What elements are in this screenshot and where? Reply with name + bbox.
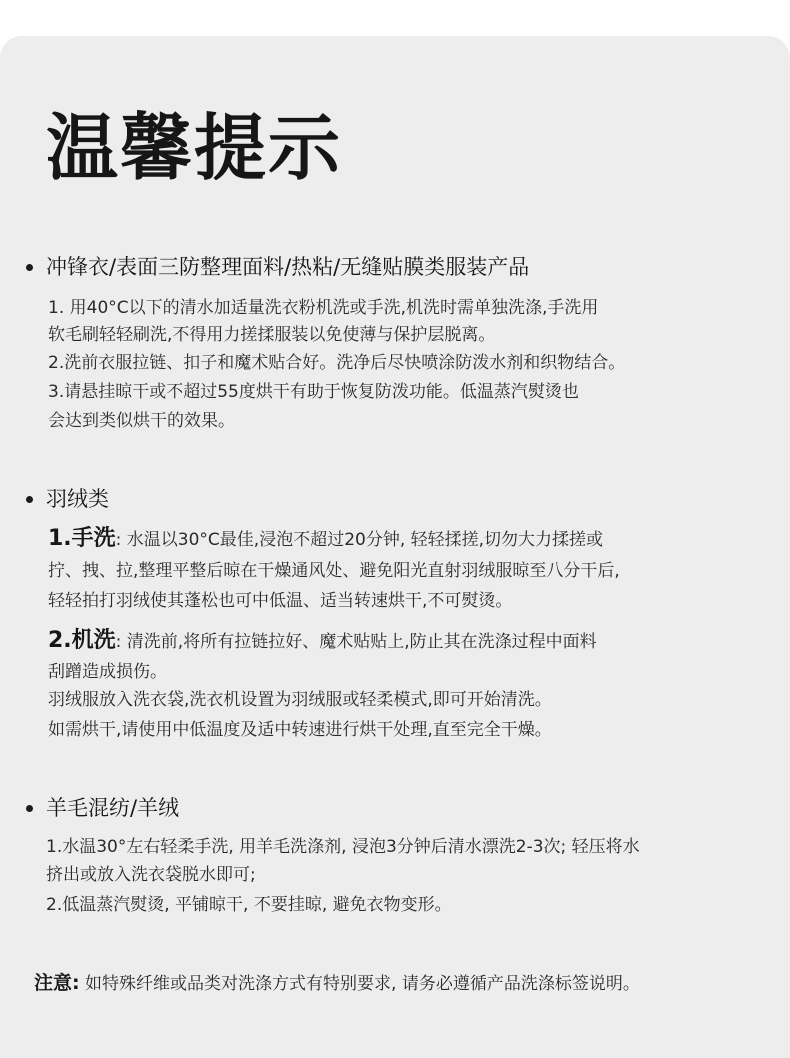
section-heading-text: 冲锋衣/表面三防整理面料/热粘/无缝贴膜类服装产品 xyxy=(46,255,530,279)
section-heading-technical-fabric xyxy=(26,253,529,281)
section1-line-5: 会达到类似烘干的效果。 xyxy=(48,411,235,431)
machine-wash-line-3: 羽绒服放入洗衣袋,洗衣机设置为羽绒服或轻柔模式,即可开始清洗。 xyxy=(48,690,552,710)
bullet-dot-icon xyxy=(26,264,33,271)
section-heading-wool xyxy=(26,794,179,822)
hand-wash-label: 1.手洗 xyxy=(48,526,116,551)
machine-wash-text: : 清洗前,将所有拉链拉好、魔术贴贴上,防止其在洗涤过程中面料 xyxy=(115,632,597,652)
footer-note xyxy=(34,969,640,998)
machine-wash-line-4: 如需烘干,请使用中低温度及适中转速进行烘干处理,直至完全干燥。 xyxy=(48,720,552,740)
section1-line-3: 2.洗前衣服拉链、扣子和魔术贴合好。洗净后尽快喷涂防泼水剂和织物结合。 xyxy=(48,353,626,373)
section-heading-text: 羽绒类 xyxy=(46,487,109,511)
note-text: 如特殊纤维或品类对洗涤方式有特别要求, 请务必遵循产品洗涤标签说明。 xyxy=(79,974,640,994)
hand-wash-line-2: 拧、拽、拉,整理平整后晾在干燥通风处、避免阳光直射羽绒服晾至八分干后, xyxy=(48,561,620,581)
hand-wash-line-1 xyxy=(48,526,603,553)
section-heading-down xyxy=(26,485,109,513)
hand-wash-line-3: 轻轻拍打羽绒使其蓬松也可中低温、适当转速烘干,不可熨烫。 xyxy=(48,591,513,611)
machine-wash-label: 2.机洗 xyxy=(48,628,116,653)
section1-line-1: 1. 用40°C以下的清水加适量洗衣粉机洗或手洗,机洗时需单独洗涤,手洗用 xyxy=(48,298,599,318)
section1-line-4: 3.请悬挂晾干或不超过55度烘干有助于恢复防泼功能。低温蒸汽熨烫也 xyxy=(48,382,579,402)
machine-wash-line-2: 刮蹭造成损伤。 xyxy=(48,662,167,682)
page-title: 温馨提示 xyxy=(46,106,343,190)
section3-line-2: 挤出或放入洗衣袋脱水即可; xyxy=(46,865,256,885)
section3-line-3: 2.低温蒸汽熨烫, 平铺晾干, 不要挂晾, 避免衣物变形。 xyxy=(46,895,452,915)
section3-line-1: 1.水温30°左右轻柔手洗, 用羊毛洗涤剂, 浸泡3分钟后清水漂洗2-3次; 轻压将水 xyxy=(46,837,640,857)
bullet-dot-icon xyxy=(26,496,33,503)
section-heading-text: 羊毛混纺/羊绒 xyxy=(46,796,180,820)
bullet-dot-icon xyxy=(26,805,33,812)
note-label: 注意: xyxy=(34,972,80,994)
hand-wash-text: : 水温以30°C最佳,浸泡不超过20分钟, 轻轻揉搓,切勿大力揉搓或 xyxy=(115,530,604,550)
section1-line-2: 软毛刷轻轻刷洗,不得用力搓揉服装以免使薄与保护层脱离。 xyxy=(48,325,496,345)
machine-wash-line-1 xyxy=(48,628,597,655)
